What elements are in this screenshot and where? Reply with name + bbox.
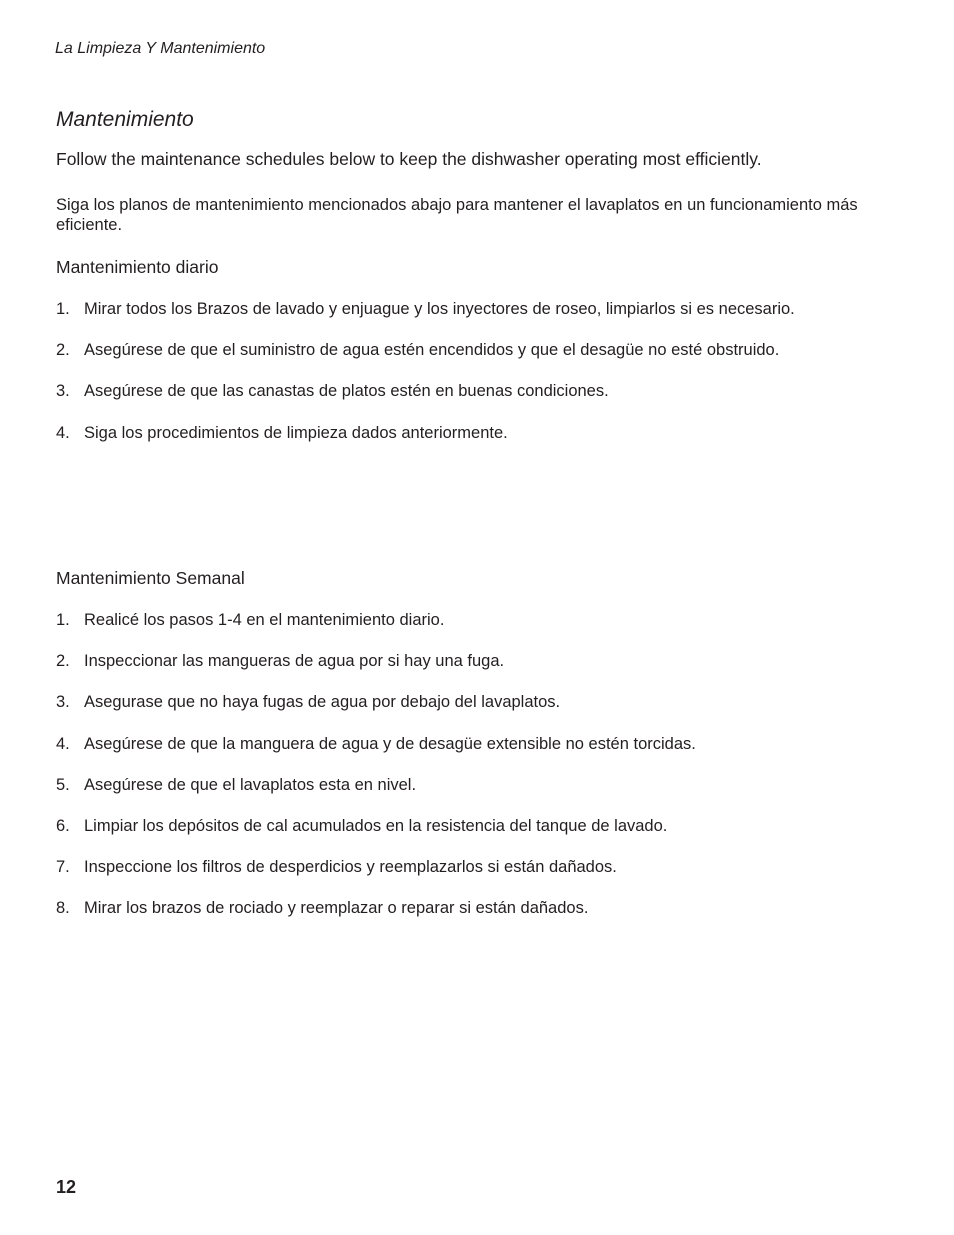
running-header: La Limpieza Y Mantenimiento <box>55 40 266 57</box>
item-text: Asegúrese de que la manguera de agua y de desagüe extensible no estén torcidas. <box>84 734 696 753</box>
item-text: Inspeccione los filtros de desperdicios y reemplazarlos si están dañados. <box>84 858 617 877</box>
item-text: Asegúrese de que las canastas de platos estén en buenas condiciones. <box>84 382 609 401</box>
daily-maintenance-heading: Mantenimiento diario <box>56 257 219 277</box>
list-item <box>56 340 896 381</box>
daily-maintenance-list <box>56 299 896 464</box>
item-text: Mirar los brazos de rociado y reemplazar o reparar si están dañados. <box>84 899 589 918</box>
item-number: 1. <box>56 300 70 318</box>
item-number: 2. <box>56 652 70 671</box>
item-number: 3. <box>56 382 70 401</box>
item-text: Limpiar los depósitos de cal acumulados en la resistencia del tanque de lavado. <box>84 816 668 835</box>
list-item <box>56 857 896 898</box>
item-number: 6. <box>56 816 70 835</box>
weekly-maintenance-heading: Mantenimiento Semanal <box>56 568 245 588</box>
list-item <box>56 898 896 939</box>
list-item <box>56 816 896 857</box>
item-text: Asegúrese de que el lavaplatos esta en nivel. <box>84 775 417 794</box>
intro-spanish: Siga los planos de mantenimiento mencionados abajo para mantener el lavaplatos en un funcionamiento más eficiente. <box>56 196 858 234</box>
intro-english: Follow the maintenance schedules below to keep the dishwasher operating most efficiently. <box>56 149 762 169</box>
item-text: Inspeccionar las mangueras de agua por si hay una fuga. <box>84 652 505 671</box>
list-item <box>56 381 896 422</box>
item-number: 5. <box>56 775 70 794</box>
list-item <box>56 423 896 464</box>
item-number: 8. <box>56 899 70 918</box>
list-item <box>56 299 896 340</box>
item-number: 4. <box>56 423 70 442</box>
page-number: 12 <box>56 1177 77 1197</box>
item-number: 1. <box>56 611 70 629</box>
item-number: 4. <box>56 734 70 753</box>
list-item <box>56 734 896 775</box>
list-item <box>56 651 896 692</box>
item-text: Siga los procedimientos de limpieza dados anteriormente. <box>84 423 508 442</box>
weekly-maintenance-list <box>56 610 896 940</box>
list-item <box>56 692 896 733</box>
item-number: 3. <box>56 693 70 712</box>
item-text: Asegúrese de que el suministro de agua estén encendidos y que el desagüe no esté obstruido. <box>84 341 780 360</box>
section-title: Mantenimiento <box>56 108 194 131</box>
item-text: Asegurase que no haya fugas de agua por debajo del lavaplatos. <box>84 693 561 712</box>
list-item <box>56 775 896 816</box>
item-number: 2. <box>56 341 70 360</box>
item-text: Mirar todos los Brazos de lavado y enjuague y los inyectores de roseo, limpiarlos si es necesario. <box>84 300 795 318</box>
item-text: Realicé los pasos 1-4 en el mantenimiento diario. <box>84 611 445 629</box>
list-item <box>56 610 896 651</box>
item-number: 7. <box>56 858 70 877</box>
